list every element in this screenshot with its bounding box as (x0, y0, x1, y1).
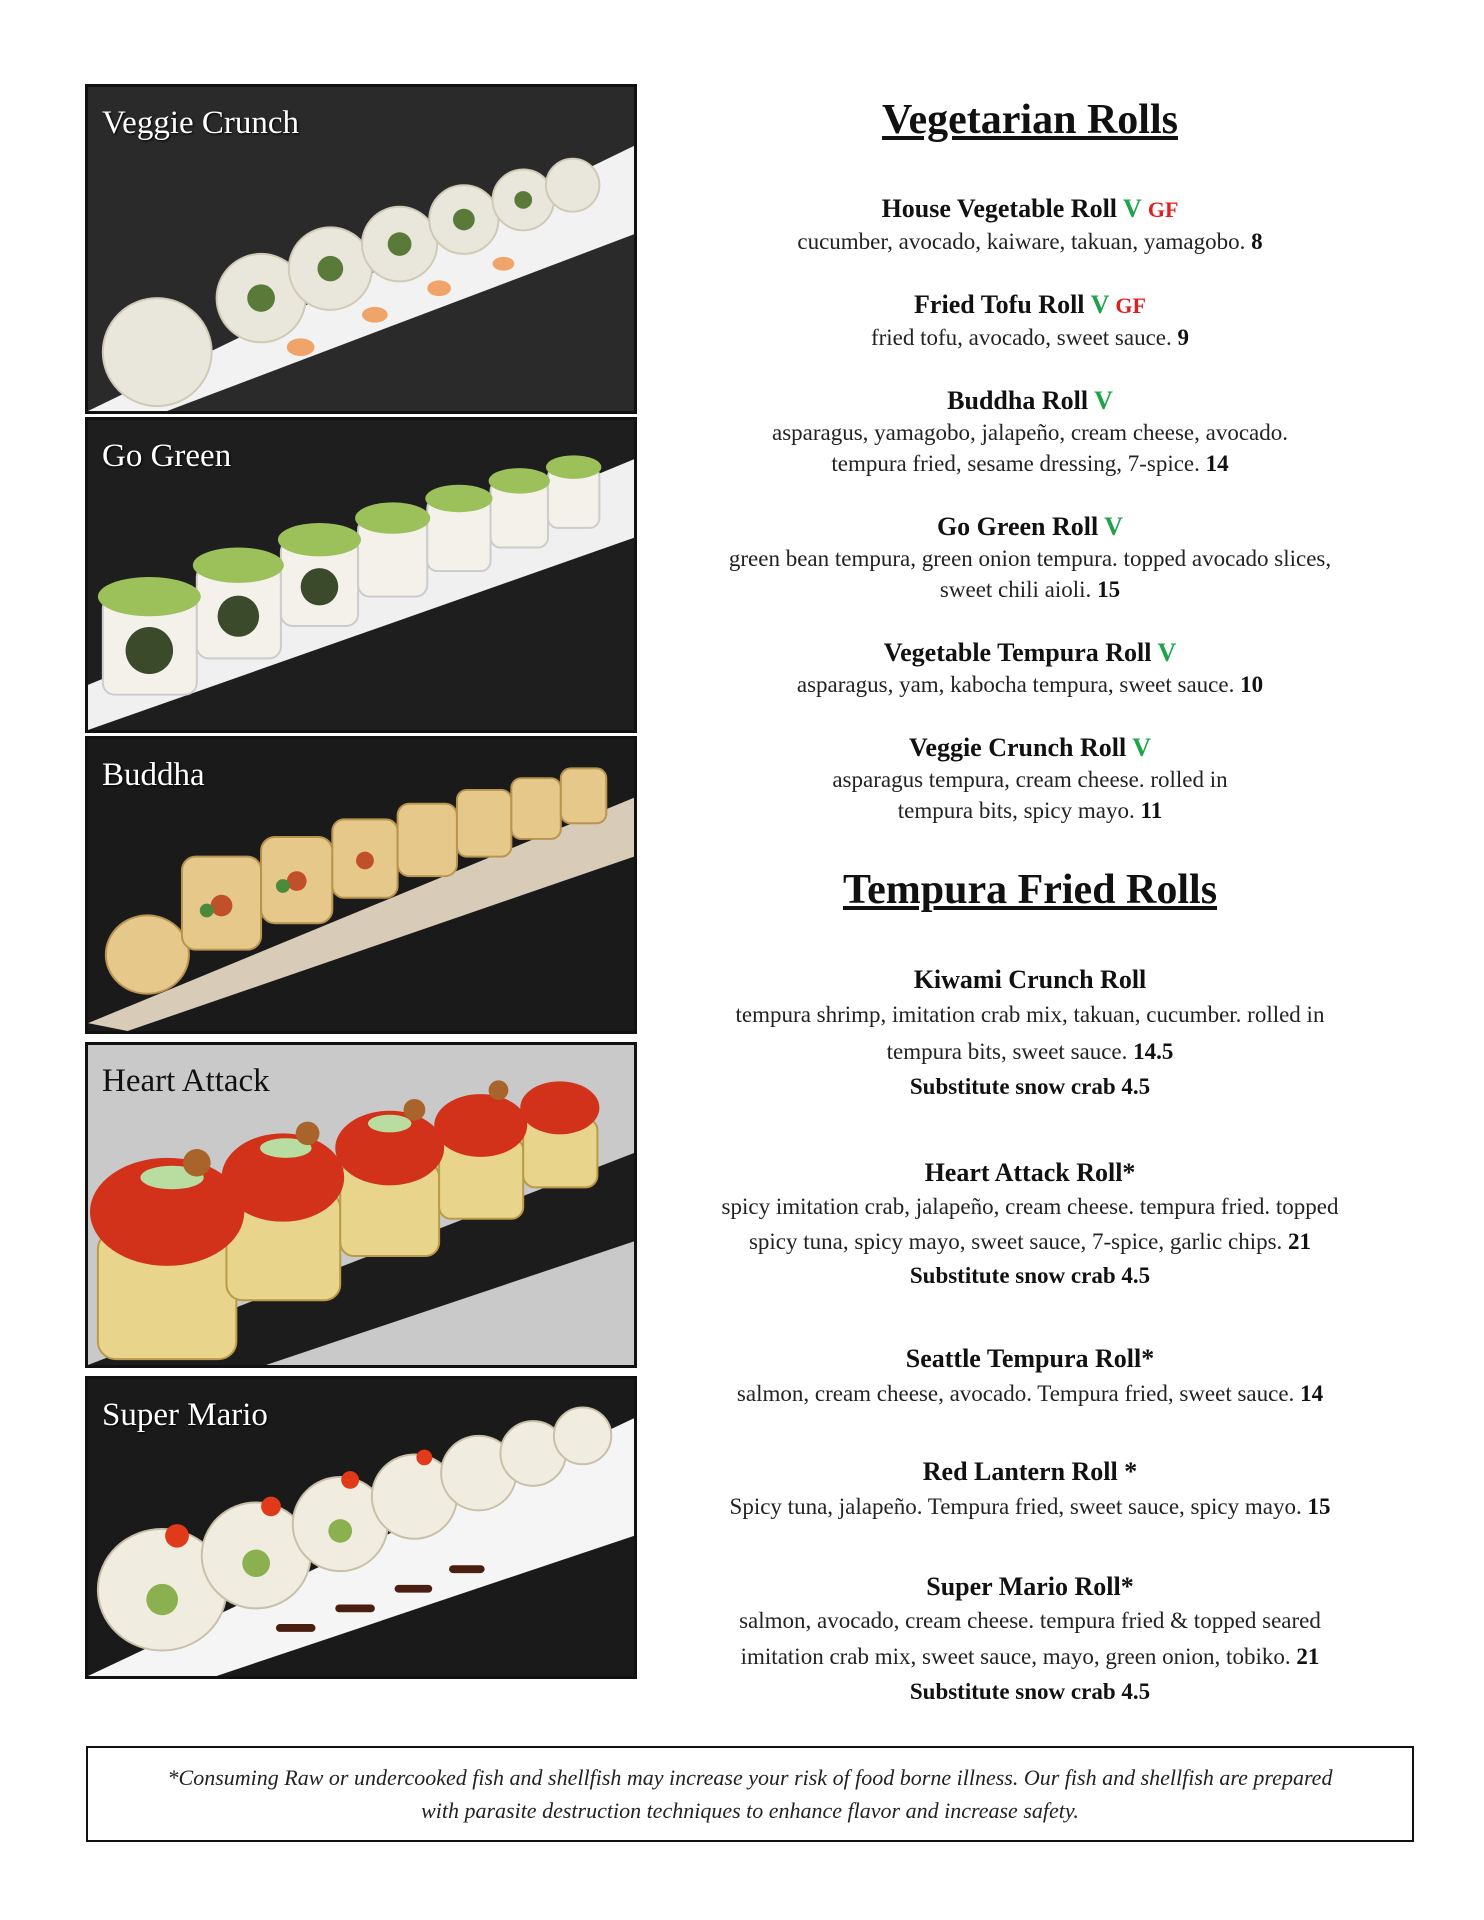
gluten-free-tag: GF (1147, 197, 1179, 222)
menu-item (680, 289, 1380, 353)
menu-item (680, 637, 1380, 700)
item-description: cucumber, avocado, kaiware, takuan, yamagobo. (797, 229, 1246, 254)
item-price: 9 (1177, 325, 1190, 350)
photo-caption: Super Mario (102, 1397, 268, 1433)
disclaimer-text: *Consuming Raw or undercooked fish and shellfish may increase your risk of food borne illness. Our fish and shellfish are prepared (167, 1765, 1333, 1790)
substitute-note: Substitute snow crab 4.5 (909, 1074, 1151, 1099)
item-price: 11 (1140, 798, 1163, 823)
item-name: Vegetable Tempura Roll (883, 638, 1152, 667)
menu-item (680, 1571, 1380, 1709)
vegan-tag: V (1090, 290, 1109, 319)
item-description: salmon, avocado, cream cheese. tempura fried & topped seared (739, 1608, 1321, 1633)
disclaimer-box (86, 1746, 1414, 1842)
disclaimer-text: with parasite destruction techniques to enhance flavor and increase safety. (421, 1798, 1079, 1823)
item-name: House Vegetable Roll (881, 194, 1118, 223)
photo-caption: Heart Attack (102, 1063, 270, 1099)
item-description: asparagus, yamagobo, jalapeño, cream cheese, avocado. (772, 420, 1288, 445)
menu-item (680, 193, 1380, 257)
photo-go-green (85, 417, 637, 733)
photo-veggie-crunch (85, 84, 637, 414)
item-name: Fried Tofu Roll (914, 290, 1085, 319)
item-description: imitation crab mix, sweet sauce, mayo, green onion, tobiko. (740, 1644, 1291, 1669)
substitute-note: Substitute snow crab 4.5 (909, 1679, 1151, 1704)
item-name: Seattle Tempura Roll* (905, 1344, 1155, 1373)
menu-item (680, 1157, 1380, 1293)
item-description: asparagus, yam, kabocha tempura, sweet sauce. (796, 672, 1235, 697)
menu-item (680, 385, 1380, 479)
menu-item (680, 511, 1380, 605)
item-name: Veggie Crunch Roll (909, 733, 1127, 762)
item-description: Spicy tuna, jalapeño. Tempura fried, sweet sauce, spicy mayo. (729, 1494, 1302, 1519)
gluten-free-tag: GF (1115, 293, 1146, 318)
item-description: tempura fried, sesame dressing, 7-spice. (831, 451, 1200, 476)
item-price: 10 (1240, 672, 1264, 697)
photo-caption: Veggie Crunch (102, 105, 300, 141)
menu-item (680, 1343, 1380, 1413)
item-description: spicy tuna, spicy mayo, sweet sauce, 7-spice, garlic chips. (748, 1229, 1283, 1254)
vegan-tag: V (1157, 638, 1177, 667)
section-title-vegetarian: Vegetarian Rolls (882, 97, 1178, 143)
item-name: Super Mario Roll* (926, 1572, 1134, 1601)
item-name: Red Lantern Roll * (922, 1457, 1138, 1486)
item-description: asparagus tempura, cream cheese. rolled in (832, 767, 1228, 792)
menu-item (680, 1456, 1380, 1526)
menu-item (680, 732, 1380, 826)
substitute-note: Substitute snow crab 4.5 (909, 1263, 1151, 1288)
photo-caption: Buddha (102, 757, 205, 793)
item-description: fried tofu, avocado, sweet sauce. (870, 325, 1172, 350)
item-description: spicy imitation crab, jalapeño, cream cheese. tempura fried. topped (721, 1194, 1339, 1219)
item-name: Buddha Roll (947, 386, 1089, 415)
item-price: 8 (1251, 229, 1263, 254)
photo-heart-attack (85, 1042, 637, 1368)
photo-super-mario (85, 1376, 637, 1679)
item-description: tempura bits, spicy mayo. (897, 798, 1135, 823)
menu-item (680, 964, 1380, 1104)
item-price: 14 (1205, 451, 1229, 476)
item-description: tempura bits, sweet sauce. (886, 1039, 1128, 1064)
item-name: Go Green Roll (936, 512, 1099, 541)
item-price: 21 (1288, 1229, 1312, 1254)
item-price: 14.5 (1133, 1039, 1174, 1064)
vegan-tag: V (1123, 194, 1142, 223)
item-name: Kiwami Crunch Roll (913, 965, 1147, 994)
section-title-tempura: Tempura Fried Rolls (842, 867, 1218, 913)
item-description: sweet chili aioli. (939, 577, 1092, 602)
vegan-tag: V (1094, 386, 1113, 415)
item-price: 21 (1296, 1644, 1320, 1669)
item-price: 15 (1307, 1494, 1331, 1519)
item-price: 15 (1097, 577, 1121, 602)
item-price: 14 (1300, 1381, 1324, 1406)
item-description: green bean tempura, green onion tempura. topped avocado slices, (728, 546, 1332, 571)
vegan-tag: V (1132, 733, 1151, 762)
item-description: tempura shrimp, imitation crab mix, takuan, cucumber. rolled in (735, 1002, 1325, 1027)
item-name: Heart Attack Roll* (924, 1158, 1136, 1187)
vegan-tag: V (1104, 512, 1124, 541)
photo-caption: Go Green (102, 438, 232, 474)
item-description: salmon, cream cheese, avocado. Tempura fried, sweet sauce. (736, 1381, 1295, 1406)
photo-buddha (85, 736, 637, 1034)
